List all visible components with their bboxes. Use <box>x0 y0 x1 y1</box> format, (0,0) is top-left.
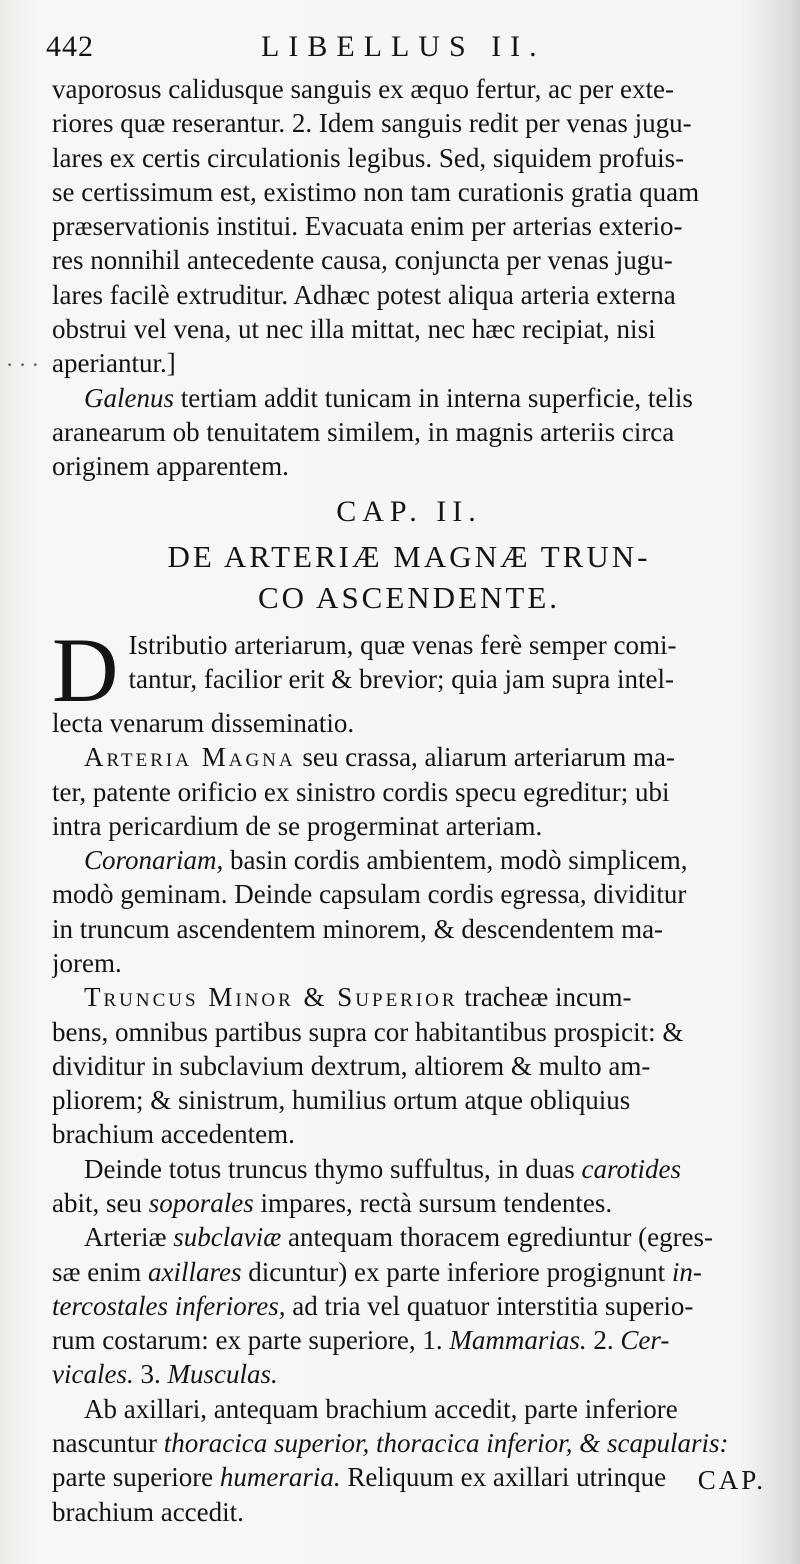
text-line: rum costarum: ex parte superiore, 1. Mammarias. 2. Cer- <box>52 1325 670 1356</box>
page-number: 442 <box>46 30 94 63</box>
text-line: Istributio arteriarum, quæ venas ferè semper comi- <box>128 630 677 661</box>
text-line: lecta venarum disseminatio. <box>52 708 355 739</box>
text-line: pliorem; & sinistrum, humilius ortum atque obliquius <box>52 1085 631 1116</box>
text-line: ter, patente orificio ex sinistro cordis specu egreditur; ubi <box>52 776 670 807</box>
author-name: Galenus <box>84 382 174 413</box>
text-line: modò geminam. Deinde capsulam cordis egressa, dividitur <box>52 879 687 910</box>
term-truncus-minor: Truncus Minor & Superior <box>84 982 458 1013</box>
text-line: Ab axillari, antequam brachium accedit, parte inferiore <box>84 1393 678 1424</box>
text-line: se certissimum est, existimo non tam curationis gratia quam <box>52 176 700 207</box>
paragraph-arteria-magna <box>52 740 766 843</box>
chapter-label: CAP. II. <box>336 495 482 529</box>
text-line: originem apparentem. <box>52 451 289 482</box>
text-line: in truncum ascendentem minorem, & descendentem ma- <box>52 913 664 944</box>
margin-mark: · · · <box>6 352 39 377</box>
paragraph-axillari <box>52 1392 766 1529</box>
text-line: nascuntur thoracica superior, thoracica inferior, & scapularis: <box>52 1427 729 1458</box>
text-line: Truncus Minor & Superior tracheæ incum- <box>84 982 632 1013</box>
text-line: lares ex certis circulationis legibus. Sed, siquidem profuis- <box>52 142 685 173</box>
text-line: aperiantur.] <box>52 348 176 379</box>
text-line: vaporosus calidusque sanguis ex æquo fertur, ac per exte- <box>52 74 674 104</box>
paragraph-subclaviae <box>52 1220 766 1391</box>
text-line: lares facilè extruditur. Adhæc potest aliqua arteria externa <box>52 279 676 310</box>
text-line: vicales. 3. Musculas. <box>52 1359 278 1390</box>
chapter-title-line: DE ARTERIÆ MAGNÆ TRUN- <box>167 539 651 575</box>
text-line: jorem. <box>52 948 122 979</box>
paragraph-galenus <box>52 381 766 484</box>
term-coronariam: Coronariam, <box>84 845 224 876</box>
text-line: præservationis institui. Evacuata enim per arterias exterio- <box>52 211 683 242</box>
running-title: LIBELLUS II. <box>261 30 546 63</box>
catchword: CAP. <box>697 1465 766 1495</box>
text-line: brachium accedit. <box>52 1496 244 1527</box>
text-line: Arteriæ subclaviæ antequam thoracem egrediuntur (egres- <box>84 1222 714 1253</box>
text-line: brachium accedentem. <box>52 1119 295 1150</box>
text-line: intra pericardium de se progerminat arteriam. <box>52 810 543 841</box>
paragraph-continuation <box>52 72 766 381</box>
paragraph-distributio <box>52 619 766 740</box>
chapter-title <box>52 537 766 618</box>
text-line: Galenus tertiam addit tunicam in interna superficie, telis <box>84 382 693 413</box>
text-line: Deinde totus truncus thymo suffultus, in duas carotides <box>84 1153 681 1184</box>
text-line: aranearum ob tenuitatem similem, in magnis arteriis circa <box>52 416 675 447</box>
text-line: obstrui vel vena, ut nec illa mittat, nec hæc recipiat, nisi <box>52 313 656 344</box>
text-line: riores quæ reserantur. 2. Idem sanguis redit per venas jugu- <box>52 108 692 139</box>
text-line: sæ enim axillares dicuntur) ex parte inferiore progignunt in- <box>52 1256 702 1287</box>
drop-cap: D <box>52 619 119 722</box>
text-line: tantur, facilior erit & brevior; quia jam supra intel- <box>128 664 674 695</box>
text-line: res nonnihil antecedente causa, conjuncta per venas jugu- <box>52 245 673 276</box>
chapter-title-line: CO ASCENDENTE. <box>257 579 561 615</box>
text-line: dividitur in subclavium dextrum, altiorem & multo am- <box>52 1050 651 1081</box>
page-body <box>52 72 766 1529</box>
paragraph-carotides <box>52 1152 766 1221</box>
paragraph-coronariam <box>52 843 766 980</box>
term-arteria-magna: Arteria Magna <box>84 742 296 773</box>
text-line: parte superiore humeraria. Reliquum ex axillari utrinque <box>52 1462 667 1493</box>
page-header <box>46 30 740 70</box>
text-line: Coronariam, basin cordis ambientem, modò simplicem, <box>84 845 688 876</box>
text-line: abit, seu soporales impares, rectà sursum tendentes. <box>52 1188 613 1218</box>
text-line: bens, omnibus partibus supra cor habitantibus prospicit: & <box>52 1016 684 1047</box>
text-line: Arteria Magna seu crassa, aliarum arteriarum ma- <box>84 742 675 773</box>
paragraph-truncus-minor <box>52 980 766 1151</box>
text-line: tercostales inferiores, ad tria vel quatuor interstitia superio- <box>52 1290 694 1321</box>
